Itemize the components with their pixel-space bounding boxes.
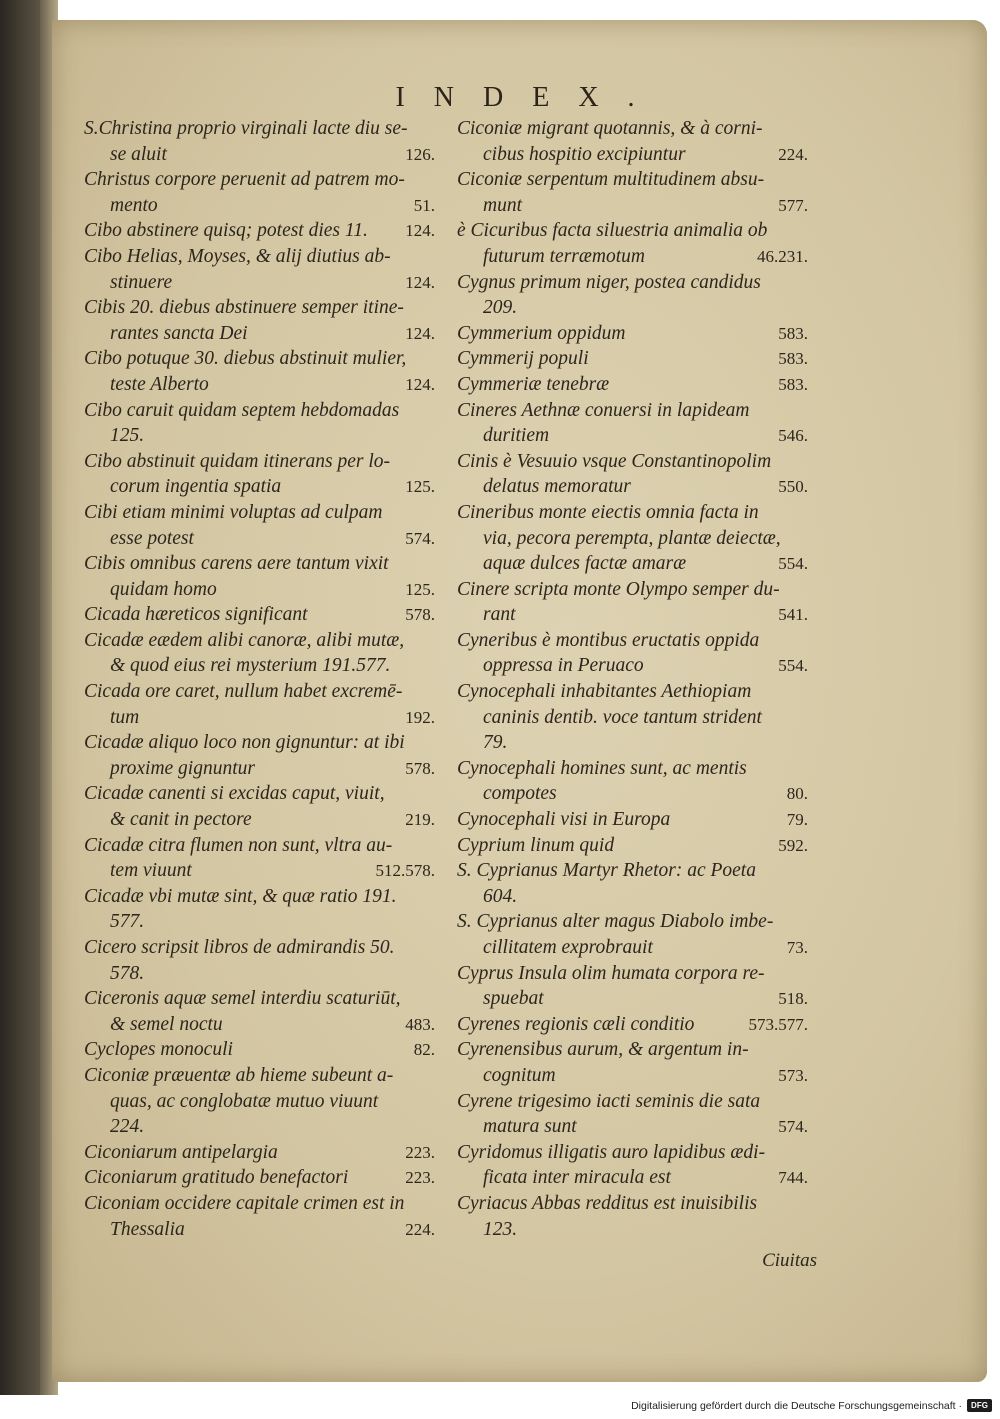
index-entry-line <box>457 1063 812 1089</box>
index-entry-line: & quod eius rei mysterium 191.577. <box>110 655 391 677</box>
index-entry-line: Cibo potuque 30. diebus abstinuit mulier, <box>84 348 407 370</box>
index-entry-line <box>84 142 439 168</box>
index-entry-line <box>84 602 439 628</box>
index-entry-text: Cicada hæreticos significant <box>84 604 308 626</box>
index-entry-line: 125. <box>110 425 145 447</box>
index-entry <box>84 628 439 679</box>
index-page-ref: 578. <box>405 758 435 778</box>
index-entry <box>457 909 812 960</box>
index-entry-text: Ciconiarum antipelargia <box>84 1141 278 1163</box>
index-entry-line <box>457 372 812 398</box>
book-page <box>52 20 987 1382</box>
index-page-ref: 82. <box>413 1040 435 1060</box>
index-page-ref: 79. <box>786 810 808 830</box>
index-entry-line: 123. <box>483 1218 518 1240</box>
index-entry <box>457 346 812 372</box>
index-page-ref: 124. <box>405 374 435 394</box>
index-entry-text: Thessalia <box>110 1218 185 1240</box>
index-entry-line: Cibis 20. diebus abstinuere semper itine- <box>84 297 404 319</box>
index-entry-line <box>84 372 439 398</box>
index-entry-line: S. Cyprianus alter magus Diabolo imbe- <box>457 911 774 933</box>
index-entry-text: Cyprium linum quid <box>457 834 615 856</box>
index-entry-text: ficata inter miracula est <box>483 1167 671 1189</box>
index-entry <box>84 1037 439 1063</box>
index-entry <box>84 1191 439 1242</box>
index-page-ref: 573.577. <box>748 1014 808 1034</box>
index-entry-line: Ciconiæ præuentæ ab hieme subeunt a- <box>84 1064 394 1086</box>
index-page-ref: 578. <box>405 605 435 625</box>
index-entry-line <box>84 807 439 833</box>
index-page-ref: 224. <box>778 144 808 164</box>
index-entry-text: tum <box>110 706 140 728</box>
index-entry <box>84 884 439 935</box>
index-entry <box>84 935 439 986</box>
page-header: INDEX. <box>395 82 664 113</box>
index-entry-text: quidam homo <box>110 578 217 600</box>
index-entry <box>457 961 812 1012</box>
index-entry-line: Ciceronis aquæ semel interdiu scaturiūt, <box>84 988 401 1010</box>
index-column-right <box>457 116 812 1242</box>
index-entry-text: & semel noctu <box>110 1013 223 1035</box>
index-entry-line: Cyridomus illigatis auro lapidibus ædi- <box>457 1141 766 1163</box>
index-entry-line: Cicadæ vbi mutæ sint, & quæ ratio 191. <box>84 885 397 907</box>
index-entry <box>84 346 439 397</box>
index-entry-line <box>457 781 812 807</box>
index-entry-line: Cicadæ canenti si excidas caput, viuit, <box>84 783 385 805</box>
index-page-ref: 574. <box>778 1117 808 1137</box>
index-entry-line <box>457 423 812 449</box>
index-entry-line: Cibo abstinuit quidam itinerans per lo- <box>84 450 391 472</box>
index-page-ref: 592. <box>778 835 808 855</box>
index-entry-text: se aluit <box>110 143 167 165</box>
index-entry <box>457 756 812 807</box>
index-entry-line <box>457 935 812 961</box>
index-entry-line: Cyneribus è montibus eructatis oppida <box>457 629 760 651</box>
index-entry-line: Ciconiæ serpentum multitudinem absu- <box>457 169 765 191</box>
index-entry <box>84 500 439 551</box>
index-entry-text: Cymmerij populi <box>457 348 589 370</box>
index-entry <box>457 577 812 628</box>
index-entry <box>457 167 812 218</box>
index-entry-text: matura sunt <box>483 1116 577 1138</box>
dfg-logo: DFG <box>967 1399 992 1412</box>
index-entry-text: mento <box>110 194 158 216</box>
index-page-ref: 512.578. <box>375 861 435 881</box>
index-entry-text: esse potest <box>110 527 194 549</box>
index-page-ref: 126. <box>405 144 435 164</box>
index-entry <box>457 679 812 756</box>
index-page-ref: 583. <box>778 349 808 369</box>
index-entry-line <box>84 1012 439 1038</box>
index-entry <box>457 1191 812 1242</box>
index-page-ref: 192. <box>405 707 435 727</box>
index-entry-line <box>457 244 812 270</box>
index-entry-line: S.Christina proprio virginali lacte diu se- <box>84 118 408 139</box>
index-entry <box>457 500 812 577</box>
index-entry <box>84 398 439 449</box>
index-entry-line: Cineres Aethnæ conuersi in lapideam <box>457 399 750 421</box>
index-entry-line <box>84 756 439 782</box>
index-page-ref: 124. <box>405 323 435 343</box>
index-entry <box>84 730 439 781</box>
index-entry-text: cillitatem exprobrauit <box>483 937 653 958</box>
digitization-footer <box>0 1395 1000 1419</box>
index-entry-text: tem viuunt <box>110 860 192 882</box>
index-entry-line: Cicadæ citra flumen non sunt, vltra au- <box>84 834 393 856</box>
index-entry-line: Cyprus Insula olim humata corpora re- <box>457 962 765 984</box>
index-entry-text: cibus hospitio excipiuntur <box>483 143 686 165</box>
index-entry <box>457 398 812 449</box>
index-entry-line <box>457 1114 812 1140</box>
index-entry-text: aquæ dulces factæ amaræ <box>483 553 687 575</box>
index-entry <box>457 1140 812 1191</box>
index-page-ref: 541. <box>778 605 808 625</box>
index-entry <box>84 218 439 244</box>
index-page-ref: 124. <box>405 272 435 292</box>
index-entry <box>457 1089 812 1140</box>
index-entry-text: delatus memoratur <box>483 476 631 498</box>
index-page-ref: 573. <box>778 1065 808 1085</box>
index-entry-text: stinuere <box>110 271 173 293</box>
index-entry-text: proxime gignuntur <box>110 757 255 779</box>
index-entry <box>84 781 439 832</box>
index-entry <box>457 218 812 269</box>
catchword: Ciuitas <box>762 1250 817 1271</box>
index-entry-text: Ciconiarum gratitudo benefactori <box>84 1167 349 1189</box>
index-entry-line <box>84 858 439 884</box>
index-entry-line <box>84 270 439 296</box>
index-entry-line: S. Cyprianus Martyr Rhetor: ac Poeta <box>457 860 756 882</box>
index-page-ref: 51. <box>413 195 435 215</box>
index-entry-line <box>84 1037 439 1063</box>
index-entry-line: Cinere scripta monte Olympo semper du- <box>457 578 780 600</box>
index-entry <box>457 858 812 909</box>
index-entry-line <box>457 346 812 372</box>
index-entry <box>457 449 812 500</box>
index-entry-line: Cibis omnibus carens aere tantum vixit <box>84 553 389 575</box>
index-page-ref: 583. <box>778 323 808 343</box>
index-entry-line: Christus corpore peruenit ad patrem mo- <box>84 169 405 191</box>
index-entry-line <box>84 705 439 731</box>
index-entry-line: caninis dentib. voce tantum strident <box>483 706 762 728</box>
index-entry-line: Cynocephali homines sunt, ac mentis <box>457 757 747 779</box>
index-entry <box>457 807 812 833</box>
index-entry <box>84 551 439 602</box>
index-entry <box>84 1165 439 1191</box>
index-entry-line: Cineribus monte eiectis omnia facta in <box>457 501 759 523</box>
index-page-ref: 483. <box>405 1014 435 1034</box>
index-entry-line: Cyrene trigesimo iacti seminis die sata <box>457 1090 761 1112</box>
index-entry <box>84 244 439 295</box>
index-entry-line: Cynocephali inhabitantes Aethiopiam <box>457 681 752 703</box>
index-page-ref: 546. <box>778 426 808 446</box>
index-page-ref: 125. <box>405 579 435 599</box>
index-entry <box>84 167 439 218</box>
index-entry-line: 224. <box>110 1116 145 1138</box>
index-entry-line <box>84 474 439 500</box>
index-entry-line <box>457 1012 812 1038</box>
index-entry-text: Cyclopes monoculi <box>84 1039 233 1061</box>
index-entry-line <box>457 653 812 679</box>
index-entry-text: munt <box>483 194 522 216</box>
index-entry-text: duritiem <box>483 425 550 447</box>
index-entry-line <box>457 602 812 628</box>
index-entry-line: 209. <box>483 297 518 319</box>
index-entry-line: via, pecora perempta, plantæ deiectæ, <box>483 527 781 549</box>
index-page-ref: 550. <box>778 477 808 497</box>
index-entry-text: cognitum <box>483 1064 556 1086</box>
index-entry <box>457 270 812 321</box>
index-entry-text: spuebat <box>483 988 544 1010</box>
index-page-ref: 577. <box>778 195 808 215</box>
index-entry <box>457 833 812 859</box>
index-entry <box>457 628 812 679</box>
index-page-ref: 219. <box>405 810 435 830</box>
index-entry-line <box>84 321 439 347</box>
index-entry-line: 578. <box>110 962 145 984</box>
index-entry <box>457 116 812 167</box>
index-entry-line: Cibi etiam minimi voluptas ad culpam <box>84 501 383 523</box>
index-entry-text: Cymmeriæ tenebræ <box>457 373 610 395</box>
index-entry-line <box>457 321 812 347</box>
index-entry-line: quas, ac conglobatæ mutuo viuunt <box>110 1090 379 1112</box>
index-entry <box>457 321 812 347</box>
index-page-ref: 583. <box>778 374 808 394</box>
index-entry-line: Cicadæ aliquo loco non gignuntur: at ibi <box>84 732 405 754</box>
index-page-ref: 744. <box>778 1168 808 1188</box>
index-page-ref: 224. <box>405 1219 435 1239</box>
index-entry <box>84 1063 439 1140</box>
index-page-ref: 518. <box>778 989 808 1009</box>
index-entry-line: Cicero scripsit libros de admirandis 50. <box>84 937 395 958</box>
index-entry-line: Cyrenensibus aurum, & argentum in- <box>457 1039 749 1061</box>
index-entry-text: teste Alberto <box>110 373 209 395</box>
index-entry-line <box>457 551 812 577</box>
index-entry-text: rant <box>483 604 516 626</box>
index-page-ref: 124. <box>405 221 435 241</box>
index-entry <box>84 116 439 167</box>
index-entry-line: 577. <box>110 911 145 933</box>
index-entry-line <box>84 218 439 244</box>
index-entry-text: Cibo abstinere quisq; potest dies 11. <box>84 220 368 242</box>
index-page-ref: 46.231. <box>757 246 808 266</box>
index-entry-text: & canit in pectore <box>110 809 252 831</box>
index-entry <box>84 1140 439 1166</box>
index-entry-line: 79. <box>483 732 508 754</box>
index-page-ref: 80. <box>786 784 808 804</box>
index-entry-text: compotes <box>483 783 557 805</box>
index-entry-line: Cygnus primum niger, postea candidus <box>457 271 761 293</box>
index-entry-line <box>457 193 812 219</box>
index-page-ref: 125. <box>405 477 435 497</box>
index-entry-line <box>457 833 812 859</box>
index-entry-line: Cibo caruit quidam septem hebdomadas <box>84 399 400 421</box>
index-entry-line <box>84 193 439 219</box>
index-entry-text: Cynocephali visi in Europa <box>457 809 671 831</box>
index-entry-line <box>84 1140 439 1166</box>
index-column-left <box>84 116 439 1242</box>
index-page-ref: 73. <box>786 938 808 957</box>
index-entry-line <box>457 142 812 168</box>
index-entry-text: rantes sancta Dei <box>110 322 248 344</box>
index-page-ref: 223. <box>405 1168 435 1188</box>
index-entry-text: Cyrenes regionis cæli conditio <box>457 1013 695 1035</box>
index-entry <box>84 602 439 628</box>
index-entry <box>84 295 439 346</box>
index-entry <box>84 679 439 730</box>
index-entry-line: Cibo Helias, Moyses, & alij diutius ab- <box>84 245 391 267</box>
index-entry-line: Cyriacus Abbas redditus est inuisibilis <box>457 1192 758 1214</box>
footer-credit: Digitalisierung gefördert durch die Deutsche Forschungsgemeinschaft · <box>631 1400 962 1412</box>
index-entry-text: Cymmerium oppidum <box>457 322 626 344</box>
index-page-ref: 223. <box>405 1142 435 1162</box>
index-entry-line: Cicada ore caret, nullum habet excremē- <box>84 681 403 703</box>
index-entry <box>84 986 439 1037</box>
index-entry-line: Cicadæ eædem alibi canoræ, alibi mutæ, <box>84 629 405 651</box>
index-entry-line: 604. <box>483 885 518 907</box>
index-entry-line <box>84 526 439 552</box>
index-entry-text: oppressa in Peruaco <box>483 655 644 677</box>
index-page-ref: 574. <box>405 528 435 548</box>
index-entry-text: futurum terræmotum <box>483 245 645 267</box>
index-entry-line <box>84 1217 439 1243</box>
index-entry <box>457 1012 812 1038</box>
index-entry-line <box>84 577 439 603</box>
index-entry-line: Cinis è Vesuuio vsque Constantinopolim <box>457 450 772 472</box>
index-page-ref: 554. <box>778 554 808 574</box>
index-entry-line <box>457 807 812 833</box>
index-entry <box>457 372 812 398</box>
index-entry <box>457 1037 812 1088</box>
index-entry-line: Ciconiæ migrant quotannis, & à corni- <box>457 118 763 139</box>
index-entry-text: corum ingentia spatia <box>110 476 282 498</box>
index-entry <box>84 449 439 500</box>
index-entry-line <box>457 986 812 1012</box>
index-entry <box>84 833 439 884</box>
index-entry-line: Ciconiam occidere capitale crimen est in <box>84 1192 405 1214</box>
index-entry-line: è Cicuribus facta siluestria animalia ob <box>457 220 768 242</box>
index-entry-line <box>84 1165 439 1191</box>
index-entry-line <box>457 1165 812 1191</box>
index-page-ref: 554. <box>778 656 808 676</box>
index-entry-line <box>457 474 812 500</box>
